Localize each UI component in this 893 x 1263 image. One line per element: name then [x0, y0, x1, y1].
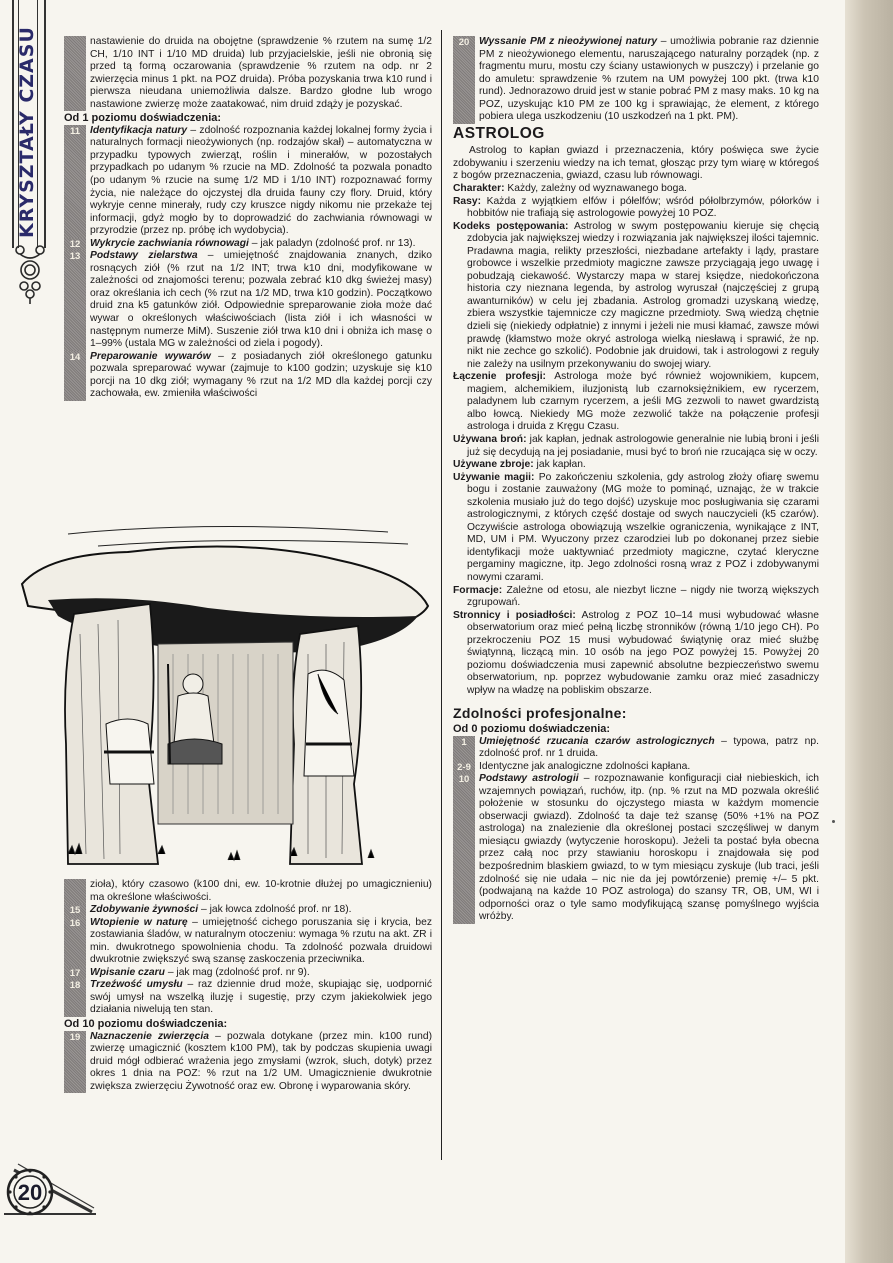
ability-number: 15	[69, 905, 81, 917]
definition-charakter	[453, 183, 819, 196]
page-number: 20	[17, 1180, 43, 1205]
ability-entry	[453, 761, 819, 774]
ability-entry-continuation	[64, 879, 432, 904]
ability-number: 19	[69, 1031, 81, 1043]
page-edge-shadow	[845, 0, 893, 1263]
ability-number: 17	[69, 967, 81, 979]
ability-title: Trzeźwość umysłu	[90, 979, 183, 991]
level-heading: Od 1 poziomu doświadczenia:	[64, 112, 222, 125]
ability-text: – rozpoznawanie konfiguracji ciał niebieskich, ich wzajemnych powiązań, ruchów, itp. (np. % rzut na MD pozwala określić położenie w stosunku do ojczystego miasta w każdym momencie obserwacji gwiazd). Zdolność ta daje też szansę (50% +1% na POZ astrologa) na znalezienie dla określonej postaci szczęśliwej w danym miesiącu gwiazdy (wytyczenie horoskopu). Jeżeli ta postać była obecna przez całą noc przy stawianiu horoskopu i znajdowała się pod bezpośrednim blaskiem gwiazd, to w tym miesiącu zyskuje (lub traci, jeśli zdolność się nie udała – nic nie da jej powtórzenie) premię +/– 5 pkt. (podwajaną na każde 10 POZ astrologa) do szansy TR, OB, UM, WI i odporności oraz o tyle samo modyfikującą szansę pomyślnego wyjścia wróżby.	[479, 773, 819, 923]
definition-label: Stronnicy i posiadłości:	[453, 609, 576, 621]
definition-text: Po zakończeniu szkolenia, gdy astrolog złoży ofiarę swemu bogu i zostanie zauważony (MG może to pominąć, uznając, że w trakcie szkolenia musiało już do tego dojść) uzyskuje moc posługiwania się czarami astrologicznymi, z których część dostaje od swych nauczycieli (k5 czarów). Oczywiście astrologa obowiązują wszelkie ograniczenia, wynikające z INT, MD, UM i PM. Wyuczony przez czarodziei lub po dokonanej przez siebie identyfikacji może uaktywniać przedmioty magiczne, czytać kleryczne pergaminy magiczne, itp. Jego zdolności rosną wraz z POZ i zdobywanymi nowymi czarami.	[467, 471, 820, 583]
page-number-medallion	[4, 1150, 96, 1220]
ability-title: Wykrycie zachwiania równowagi	[90, 237, 249, 249]
left-column-lower	[64, 879, 432, 1093]
ability-number: 14	[69, 351, 81, 363]
ability-title: Preparowanie wywarów	[90, 350, 211, 362]
definition-laczenie	[453, 371, 819, 434]
running-title-frame	[12, 0, 46, 248]
definition-zbroje	[453, 459, 819, 472]
ability-number-bar	[64, 250, 86, 350]
ability-number: 13	[69, 251, 81, 263]
ability-entry	[64, 967, 432, 980]
ability-text: – jak mag (zdolność prof. nr 9).	[164, 966, 310, 978]
ability-title: Wyssanie PM z nieożywionej natury	[479, 36, 658, 47]
definition-rasy	[453, 196, 819, 221]
ability-text: – zdolność rozpoznania każdej lokalnej formy życia i naturalnych formacji nieożywionych (np. rodzajów skał) – automatyczna w przypadku typowych zwierząt, roślin i minerałów, w pozostałych przypadkach po udanym % rzucie na MD. Zdolność ta pozwala ponadto (po udanym % rzucie na sumę 1/2 MD i 1/10 INT) rozpoznawać formy życia, nie należące do ojczystej dla druida fauny czy flory. Druid, który wykryje cenne minerały, rudy czy kruszce nigdy nikomu nie przekaże tej informacji, gdyż mogło by to doprowadzić do zachwiania równowagi w przyrodzie (przez np. próbę ich wydobycia).	[90, 124, 432, 237]
ability-text: – umiejętność cichego poruszania się i krycia, bez zostawiania śladów, w naturalnym otoczeniu: wymaga % rzutu na akt. ZR i min. dwukrotnego spowolnienia chodu. Ta zdolność pozwala druidowi dwukrotnie zwiększyć swą szansę zaskoczenia przeciwnika.	[90, 916, 432, 966]
column-divider	[441, 30, 442, 1160]
definition-text: jak kapłan.	[533, 459, 586, 471]
ability-title: Wpisanie czaru	[90, 966, 165, 978]
definition-label: Rasy:	[453, 195, 482, 207]
ability-number: 10	[458, 774, 470, 786]
definition-label: Używane zbroje:	[453, 459, 534, 471]
definition-magia	[453, 472, 819, 585]
skills-heading: Zdolności profesjonalne:	[453, 705, 627, 722]
ability-text: – umożliwia pobranie raz dziennie PM z nieożywionego elementu, naruszającego naturalny porządek (np. z fragmentu muru, mostu czy ściany ustawionych w puszczy) i przelanie go do amuletu: sprawdzenie % rzutem na UM powyżej 100 pkt. (trwa k10 rund). Jednorazowo druid jest w stanie pobrać PM z masy maks. 10 kg na POZ, uzyskując k10 PM ze 100 kg i sprawiając, że element, z którego pobiera ulega uszkodzeniu (10 uszkodzeń na 1 pkt. PM).	[479, 36, 819, 123]
definition-bron	[453, 434, 819, 459]
ability-entry	[453, 773, 819, 924]
definition-text: Zależne od etosu, ale niezbyt liczne – nigdy nie tworzą większych zgrupowań.	[467, 584, 819, 609]
ability-title: Identyfikacja natury	[90, 124, 188, 136]
definition-text: Astrolog z POZ 10–14 musi wybudować własne obserwatorium oraz mieć pełną liczbę stronników (równą 1/10 jego CH). Po przekroczeniu POZ 15 musi wybudować świątynię oraz mieć służbę świątynną, liczącą min. 10 osób na jego POZ powyżej 15. Powyżej 20 poziomu doświadczenia musi zapewnić absolutne bezpieczeństwo swemu obserwatorium, np. poprzez wybudowanie zamku oraz mieć zasadniczy wpływ na władzę na pobliskim obszarze.	[467, 609, 819, 696]
ability-number: 1	[461, 736, 467, 748]
level-heading: Od 0 poziomu doświadczenia:	[453, 722, 611, 735]
level-heading: Od 10 poziomu doświadczenia:	[64, 1018, 228, 1031]
ability-text: nastawienie do druida na obojętne (sprawdzenie % rzutem na sumę 1/2 CH, 1/10 INT i 1/10 MD druida) lub przyjacielskie, jeśli nie obronią się przed tą formą oczarowania (sprawdzenie % rzutem na odp. nr 2 zwierzęcia minus 1 pkt. na POZ druida). Próba pozyskania trwa k10 rund i pierwsza nieudana uniemożliwia dalsze. Bardzo głodne lub wrogo nastawione zwierzę może zaatakować, nim druid zdąży je pozyskać.	[90, 36, 432, 110]
ability-entry	[64, 125, 432, 238]
ability-entry	[64, 979, 432, 1017]
right-column	[453, 36, 819, 924]
definition-stronnicy	[453, 610, 819, 698]
ability-text: – z posiadanych ziół określonego gatunku pozwala spreparować wywar (zajmuje to k100 godzin; uzyskuje się k10 porcji na 10 dkg ziół; wymagany % rzut na 1/2 MD dla każdej porcji czy zachowała, ew. zmieniła właściwości	[90, 350, 432, 400]
ability-number: 11	[69, 125, 81, 137]
definition-text: Astrologa może być również wojownikiem, kupcem, magiem, alchemikiem, iluzjonistą lub czarnoksiężnikiem, ew rycerzem, paladynem lub czarnym rycerzem, a jeśli MG zezwoli to nawet gwardzistą albo łowcą. Niekiedy MG może zezwolić także na połączenie profesji astrologa i druida z Kręgu Czasu.	[467, 371, 819, 433]
ability-title: Zdobywanie żywności	[90, 904, 199, 916]
definition-text: Astrolog w swym postępowaniu kieruje się chęcią zdobycia jak największej wiedzy i rozwiązania jak największej ilości tajemnic. Pradawna magia, relikty przeszłości, niezbadane artefakty i lądy, prastare grobowce i wszelkie przedmioty magiczne zawsze przyciągają jego uwagę i pobudzają ciekawość. Wystarczy mapa w starej księdze, niedokończona historia czy nieznana legenda, by astrolog wyruszał (najczęściej z grupą awanturników) w celu jej zbadania. Astrolog gromadzi uzyskaną wiedzę, zbiera wszystkie tajemnicze czy magiczne przedmioty. Swą wiedzą chętnie dzieli się (niekiedy odpłatnie) z innymi i jeżeli nie musi kłamać, zawsze mówi prawdę (kłamstwo może okryć astrologa wielką niesławą i sprawić, że np. nikt nie zechce go szkolić). Podobnie jak druidowi, tak i astrologowi z reguły nie zależy na usilnym przekonywaniu do swojej wiary.	[467, 220, 819, 370]
definition-text: Każdy, zależny od wyznawanego boga.	[504, 183, 687, 195]
left-column	[64, 36, 432, 401]
ability-entry	[64, 904, 432, 917]
ability-entry	[64, 917, 432, 967]
definition-label: Łączenie profesji:	[453, 371, 546, 383]
ability-text: – jak paladyn (zdolność prof. nr 13).	[248, 237, 416, 249]
ability-text: – jak łowca zdolność prof. nr 18).	[198, 904, 352, 916]
definition-kodeks	[453, 221, 819, 372]
ability-entry	[453, 36, 819, 124]
ability-text: – typowa, patrz np. zdolność prof. nr 1 druida.	[479, 735, 819, 760]
ability-entry	[453, 736, 819, 761]
ability-number: 18	[69, 980, 81, 992]
section-intro: Astrolog to kapłan gwiazd i przeznaczenia, który poświęca swe życie zdobywaniu i szerzeniu wiedzy na ich temat, głosząc przy tym wiarę w któregoś z bogów przeznaczenia, gwiazd, czasu lub równowagi.	[453, 145, 819, 182]
definition-label: Charakter:	[453, 183, 505, 195]
ability-text: – raz dziennie drud może, skupiając się, uodpornić swój umysł na wszelką iluzję i sugestię, przy czym jakiekolwiek jego działania niwelują ten stan.	[90, 979, 432, 1016]
ability-text: Identyczne jak analogiczne zdolności kapłana.	[479, 760, 691, 772]
ability-number: 20	[458, 37, 470, 48]
section-title: ASTROLOG	[453, 124, 545, 142]
ability-number-bar	[64, 879, 86, 904]
definition-text: Każda z wyjątkiem elfów i półelfów; wśród półolbrzymów, półorków i hobbitów nie trafiają się astrologowie powyżej 10 POZ.	[467, 195, 819, 220]
dolmen-illustration	[8, 524, 436, 876]
definition-label: Formacje:	[453, 584, 503, 596]
ability-text: – pozwala dotykane (przez min. k100 rund) zwierzę umagicznić (kosztem k100 PM), tak by podczas skupienia uwagi druid mógł odbierać wrażenia jego zmysłami (wzrok, słuch, dotyk) przez okres 1 dnia na POZ: % rzut na 1/2 UM. Umagicznienie dwukrotnie zwiększa zwierzęciu Żywotność oraz ew. Obronę i wyparowania skóry.	[90, 1030, 433, 1092]
ability-text: – umiejętność znajdowania znanych, dziko rosnących ziół (% rzut na 1/2 INT; trwa k10 dni, modyfikowane w zależności od znajomości terenu; pozwala zebrać k10 dkg świeżej masy) oraz określania ich cech (% rzut na 1/2 MD, trwa k10 godzin). Początkowo druid zna k5 gatunków ziół. Odpowiednie spreparowanie zioła może dać wywar o określonych właściwościach (lista ziół i ich własności w następnym numerze MiM). Suszenie ziół trwa k10 dni i obniża ich masę o 1–99% (ustala MG w zależności od ziela i pogody).	[90, 250, 432, 350]
definition-formacje	[453, 585, 819, 610]
running-title: KRYSZTAŁY CZASU	[16, 26, 38, 239]
celtic-knot-ornament-icon	[12, 244, 48, 304]
ability-text: zioła), który czasowo (k100 dni, ew. 10-krotnie dłużej po umagicznieniu) ma określone właściwości.	[90, 879, 432, 903]
ability-number-bar	[453, 773, 475, 924]
definition-label: Używana broń:	[453, 433, 527, 445]
ability-number: 16	[69, 917, 81, 929]
ability-number: 2-9	[457, 761, 471, 773]
ability-number: 12	[69, 238, 81, 250]
ability-entry	[64, 238, 432, 251]
ability-title: Podstawy astrologii	[479, 773, 579, 785]
definition-label: Kodeks postępowania:	[453, 220, 569, 232]
definition-label: Używanie magii:	[453, 471, 535, 483]
ability-title: Umiejętność rzucania czarów astrologicznych	[479, 735, 715, 747]
ability-title: Wtopienie w naturę	[90, 916, 188, 928]
ability-title: Naznaczenie zwierzęcia	[90, 1030, 209, 1042]
ability-number-bar	[64, 125, 86, 238]
ability-title: Podstawy zielarstwa	[90, 250, 198, 262]
ability-entry	[64, 351, 432, 401]
ability-entry	[64, 250, 432, 350]
ability-entry	[64, 36, 432, 111]
print-speck	[832, 820, 835, 823]
ability-number-bar	[64, 36, 86, 111]
definition-text: jak kapłan, jednak astrologowie generalnie nie lubią broni i jeśli już się decydują na jej posiadanie, musi być to broń nie rzucająca się w oczy.	[467, 433, 819, 458]
ability-entry	[64, 1031, 432, 1094]
